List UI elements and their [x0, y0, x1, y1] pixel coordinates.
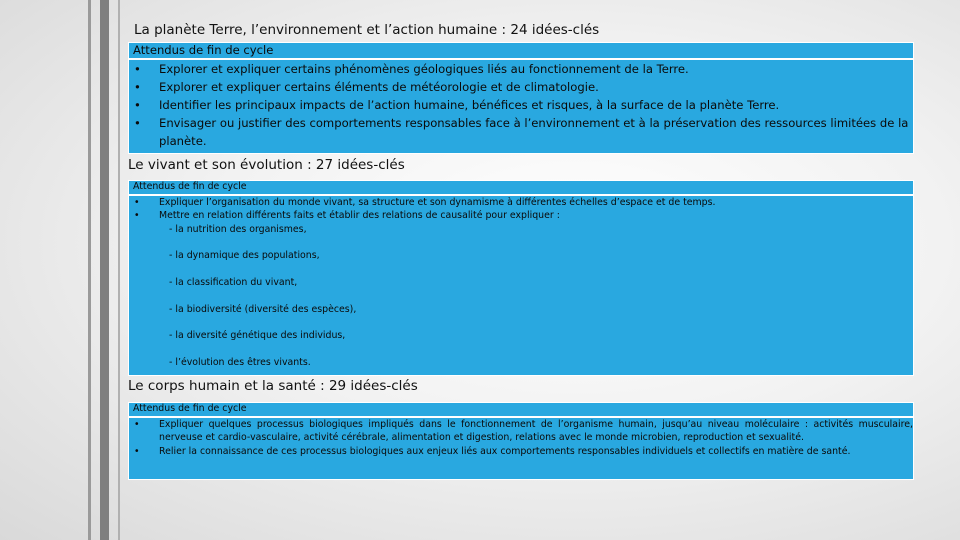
list-item: • Explorer et expliquer certains éléments de météorologie et de climatologie.: [134, 80, 599, 95]
list-item: • Expliquer quelques processus biologiques impliqués dans le fonctionnement de l’organisme humain, jusqu’au niveau moléculaire : activités musculaire, nerveuse et cardio-vasculaire, activité cérébrale, alimentation et digestion, relations avec le monde microbien, reproduction et sexualité.: [134, 418, 913, 444]
bullet-icon: •: [134, 80, 141, 95]
list-item: • Relier la connaissance de ces processus biologiques aux enjeux liés aux comportements responsables individuels et collectifs en matière de santé.: [134, 445, 851, 457]
sub-item: - l’évolution des êtres vivants.: [169, 357, 311, 369]
panel-subtitle: Attendus de fin de cycle: [129, 403, 913, 418]
bullet-icon: •: [134, 196, 140, 208]
decorative-line-2: [100, 0, 109, 540]
list-item: • Mettre en relation différents faits et établir des relations de causalité pour expliquer :: [134, 210, 560, 222]
bullet-icon: •: [134, 116, 141, 131]
section-title-living: Le vivant et son évolution : 27 idées-clés: [128, 157, 405, 173]
decorative-line-3: [118, 0, 120, 540]
panel-body: [128, 402, 914, 480]
sub-item: - la nutrition des organismes,: [169, 223, 307, 235]
sub-item: - la dynamique des populations,: [169, 250, 320, 262]
bullet-icon: •: [134, 62, 141, 77]
list-item: • Expliquer l’organisation du monde vivant, sa structure et son dynamisme à différentes échelles d’espace et de temps.: [134, 196, 716, 208]
bullet-icon: •: [134, 210, 140, 222]
sub-item: - la classification du vivant,: [169, 277, 298, 288]
bullet-icon: •: [134, 98, 141, 113]
panel-subtitle: Attendus de fin de cycle: [129, 43, 913, 60]
panel-living: [128, 180, 914, 376]
sub-item: - la biodiversité (diversité des espèces),: [169, 303, 357, 315]
panel-subtitle: Attendus de fin de cycle: [129, 181, 913, 196]
section-title-earth: La planète Terre, l’environnement et l’action humaine : 24 idées-clés: [134, 22, 600, 38]
decorative-line-1: [88, 0, 91, 540]
bullet-icon: •: [134, 418, 140, 430]
list-item: • Envisager ou justifier des comportements responsables face à l’environnement et à la préservation des ressources limitées de la planète.: [134, 116, 909, 149]
section-title-body: Le corps humain et la santé : 29 idées-clés: [128, 378, 418, 394]
panel-earth: [128, 42, 914, 154]
sub-item: - la diversité génétique des individus,: [169, 330, 346, 342]
list-item: • Identifier les principaux impacts de l’action humaine, bénéfices et risques, à la surface de la planète Terre.: [134, 98, 780, 113]
bullet-icon: •: [134, 445, 140, 457]
list-item: • Explorer et expliquer certains phénomènes géologiques liés au fonctionnement de la Terre.: [134, 62, 689, 77]
